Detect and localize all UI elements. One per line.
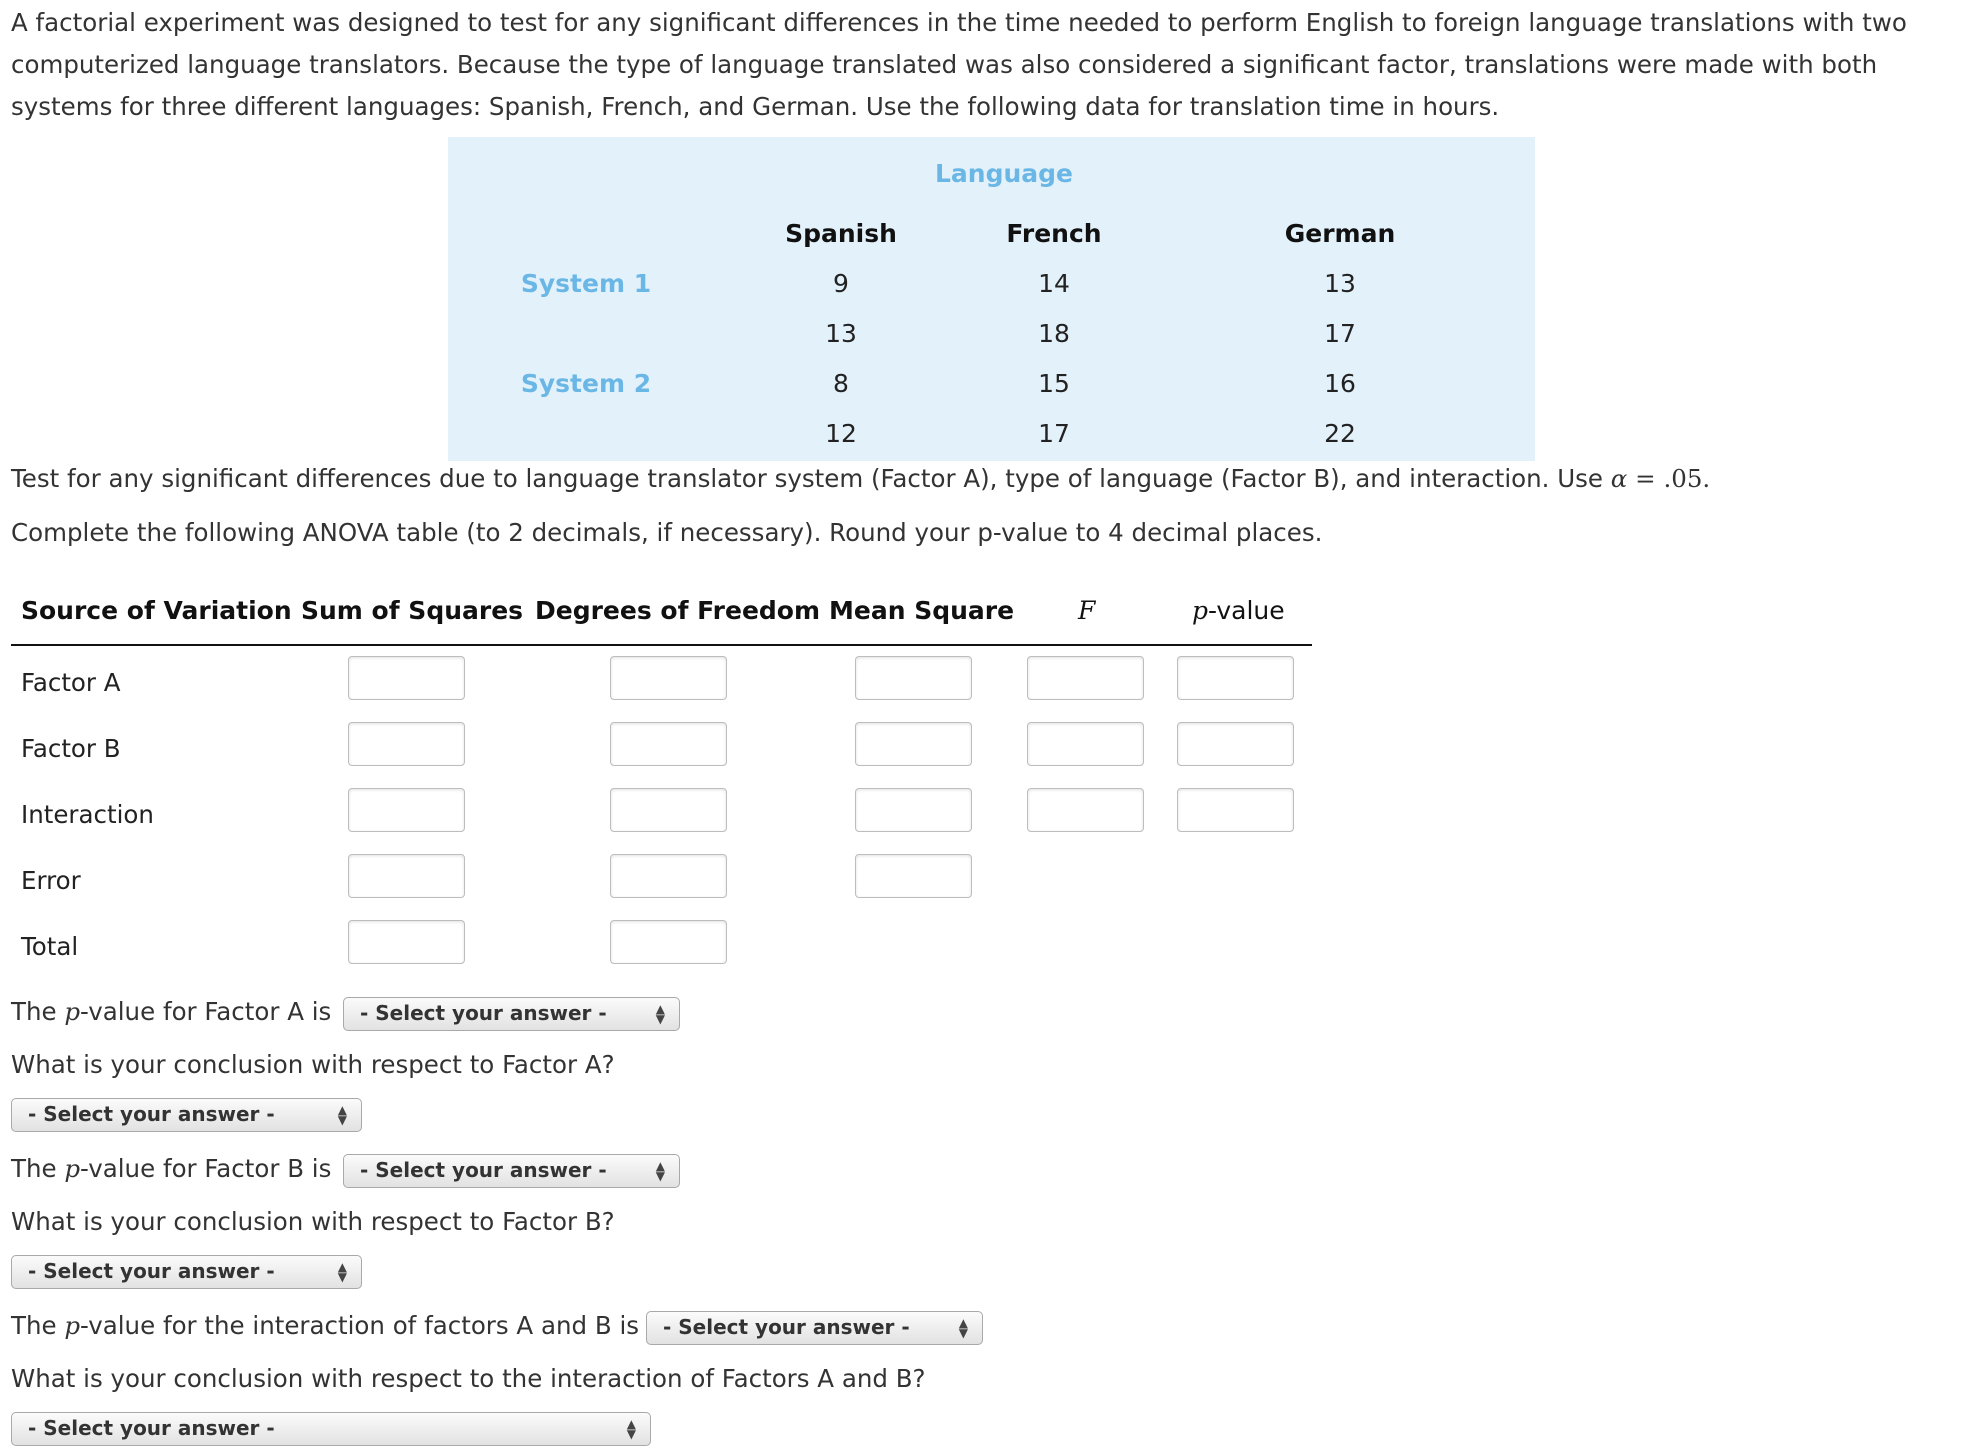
row-label-error: Error	[21, 866, 81, 895]
question-conclusion-b: What is your conclusion with respect to Factor B?	[11, 1207, 615, 1236]
data-cell: 18	[1038, 319, 1070, 348]
header-ss: Sum of Squares	[301, 596, 524, 625]
data-cell: 17	[1324, 319, 1356, 348]
row-label-total: Total	[21, 932, 79, 961]
p-italic: p	[64, 1154, 81, 1183]
column-french: French	[1006, 219, 1102, 248]
conclusion-interaction-select[interactable]	[11, 1412, 651, 1446]
row-label-interaction: Interaction	[21, 800, 154, 829]
select-label: - Select your answer -	[360, 1158, 607, 1182]
p-italic: p	[1192, 596, 1209, 625]
total-ss-input[interactable]	[348, 920, 465, 964]
p-italic: p	[64, 997, 81, 1026]
header-ms: Mean Square	[829, 596, 1015, 625]
q-text: -value for the interaction of factors A and B is	[80, 1311, 640, 1340]
q-text: -value for Factor A is	[80, 997, 332, 1026]
select-arrows-icon: ▲ ▼	[337, 1260, 347, 1284]
system2-label: System 2	[520, 369, 652, 398]
data-cell: 9	[833, 269, 849, 298]
data-cell: 8	[833, 369, 849, 398]
language-header: Language	[934, 159, 1073, 188]
q-text: -value for Factor B is	[80, 1154, 332, 1183]
data-cell: 14	[1038, 269, 1070, 298]
interaction-p-input[interactable]	[1177, 788, 1294, 832]
error-ss-input[interactable]	[348, 854, 465, 898]
data-table	[448, 137, 1535, 461]
factor-a-ms-input[interactable]	[855, 656, 972, 700]
interaction-f-input[interactable]	[1027, 788, 1144, 832]
test-text: Test for any significant differences due to language translator system (Factor A), type of language (Factor B), and interaction. Use	[11, 464, 1611, 493]
data-cell: 16	[1324, 369, 1356, 398]
factor-b-ms-input[interactable]	[855, 722, 972, 766]
factor-a-p-input[interactable]	[1177, 656, 1294, 700]
question-p-factor-a	[11, 997, 331, 1026]
data-cell: 15	[1038, 369, 1070, 398]
total-df-input[interactable]	[610, 920, 727, 964]
problem-intro: A factorial experiment was designed to test for any significant differences in the time needed to perform English to foreign language translations with two computerized language translators. Because the type of language translated was also considered a significant factor, translations were made with both systems for three different languages: Spanish, French, and German. Use the following data for translation time in hours.	[11, 8, 1907, 121]
conclusion-b-select[interactable]	[11, 1255, 362, 1289]
factor-b-f-input[interactable]	[1027, 722, 1144, 766]
data-cell: 12	[825, 419, 857, 448]
system1-label: System 1	[520, 269, 652, 298]
question-p-interaction	[11, 1311, 639, 1340]
q-text: The	[11, 1311, 65, 1340]
q-text: The	[11, 997, 65, 1026]
alpha-symbol: α	[1610, 464, 1628, 493]
header-f: F	[1078, 596, 1096, 625]
conclusion-a-select[interactable]	[11, 1098, 362, 1132]
factor-b-ss-input[interactable]	[348, 722, 465, 766]
factor-a-ss-input[interactable]	[348, 656, 465, 700]
select-label: - Select your answer -	[28, 1259, 275, 1283]
data-cell: 13	[825, 319, 857, 348]
data-cell: 13	[1324, 269, 1356, 298]
factor-a-df-input[interactable]	[610, 656, 727, 700]
select-arrows-icon: ▲ ▼	[337, 1103, 347, 1127]
p-factor-a-select[interactable]	[343, 997, 680, 1031]
factor-b-p-input[interactable]	[1177, 722, 1294, 766]
data-cell: 22	[1324, 419, 1356, 448]
data-cell: 17	[1038, 419, 1070, 448]
test-instructions	[11, 464, 1710, 493]
alpha-value: = .05.	[1627, 464, 1711, 493]
row-label-factor-b: Factor B	[21, 734, 121, 763]
header-source: Source of Variation	[21, 596, 292, 625]
error-ms-input[interactable]	[855, 854, 972, 898]
interaction-df-input[interactable]	[610, 788, 727, 832]
question-p-factor-b	[11, 1154, 331, 1183]
interaction-ms-input[interactable]	[855, 788, 972, 832]
p-factor-b-select[interactable]	[343, 1154, 680, 1188]
question-conclusion-interaction: What is your conclusion with respect to the interaction of Factors A and B?	[11, 1364, 926, 1393]
column-spanish: Spanish	[785, 219, 897, 248]
header-df: Degrees of Freedom	[535, 596, 821, 625]
select-label: - Select your answer -	[28, 1102, 275, 1126]
p-rest: -value	[1208, 596, 1285, 625]
select-label: - Select your answer -	[663, 1315, 910, 1339]
complete-instructions: Complete the following ANOVA table (to 2 decimals, if necessary). Round your p-value to 4 decimal places.	[11, 518, 1323, 547]
question-conclusion-a: What is your conclusion with respect to Factor A?	[11, 1050, 615, 1079]
select-arrows-icon: ▲ ▼	[626, 1417, 636, 1441]
select-label: - Select your answer -	[360, 1001, 607, 1025]
factor-b-df-input[interactable]	[610, 722, 727, 766]
row-label-factor-a: Factor A	[21, 668, 121, 697]
select-arrows-icon: ▲ ▼	[655, 1002, 665, 1026]
column-german: German	[1284, 219, 1396, 248]
header-rule	[11, 644, 1312, 646]
q-text: The	[11, 1154, 65, 1183]
p-italic: p	[64, 1311, 81, 1340]
select-arrows-icon: ▲ ▼	[958, 1316, 968, 1340]
p-interaction-select[interactable]	[646, 1311, 983, 1345]
select-label: - Select your answer -	[28, 1416, 275, 1440]
header-p-value	[1192, 596, 1285, 625]
error-df-input[interactable]	[610, 854, 727, 898]
interaction-ss-input[interactable]	[348, 788, 465, 832]
select-arrows-icon: ▲ ▼	[655, 1159, 665, 1183]
factor-a-f-input[interactable]	[1027, 656, 1144, 700]
